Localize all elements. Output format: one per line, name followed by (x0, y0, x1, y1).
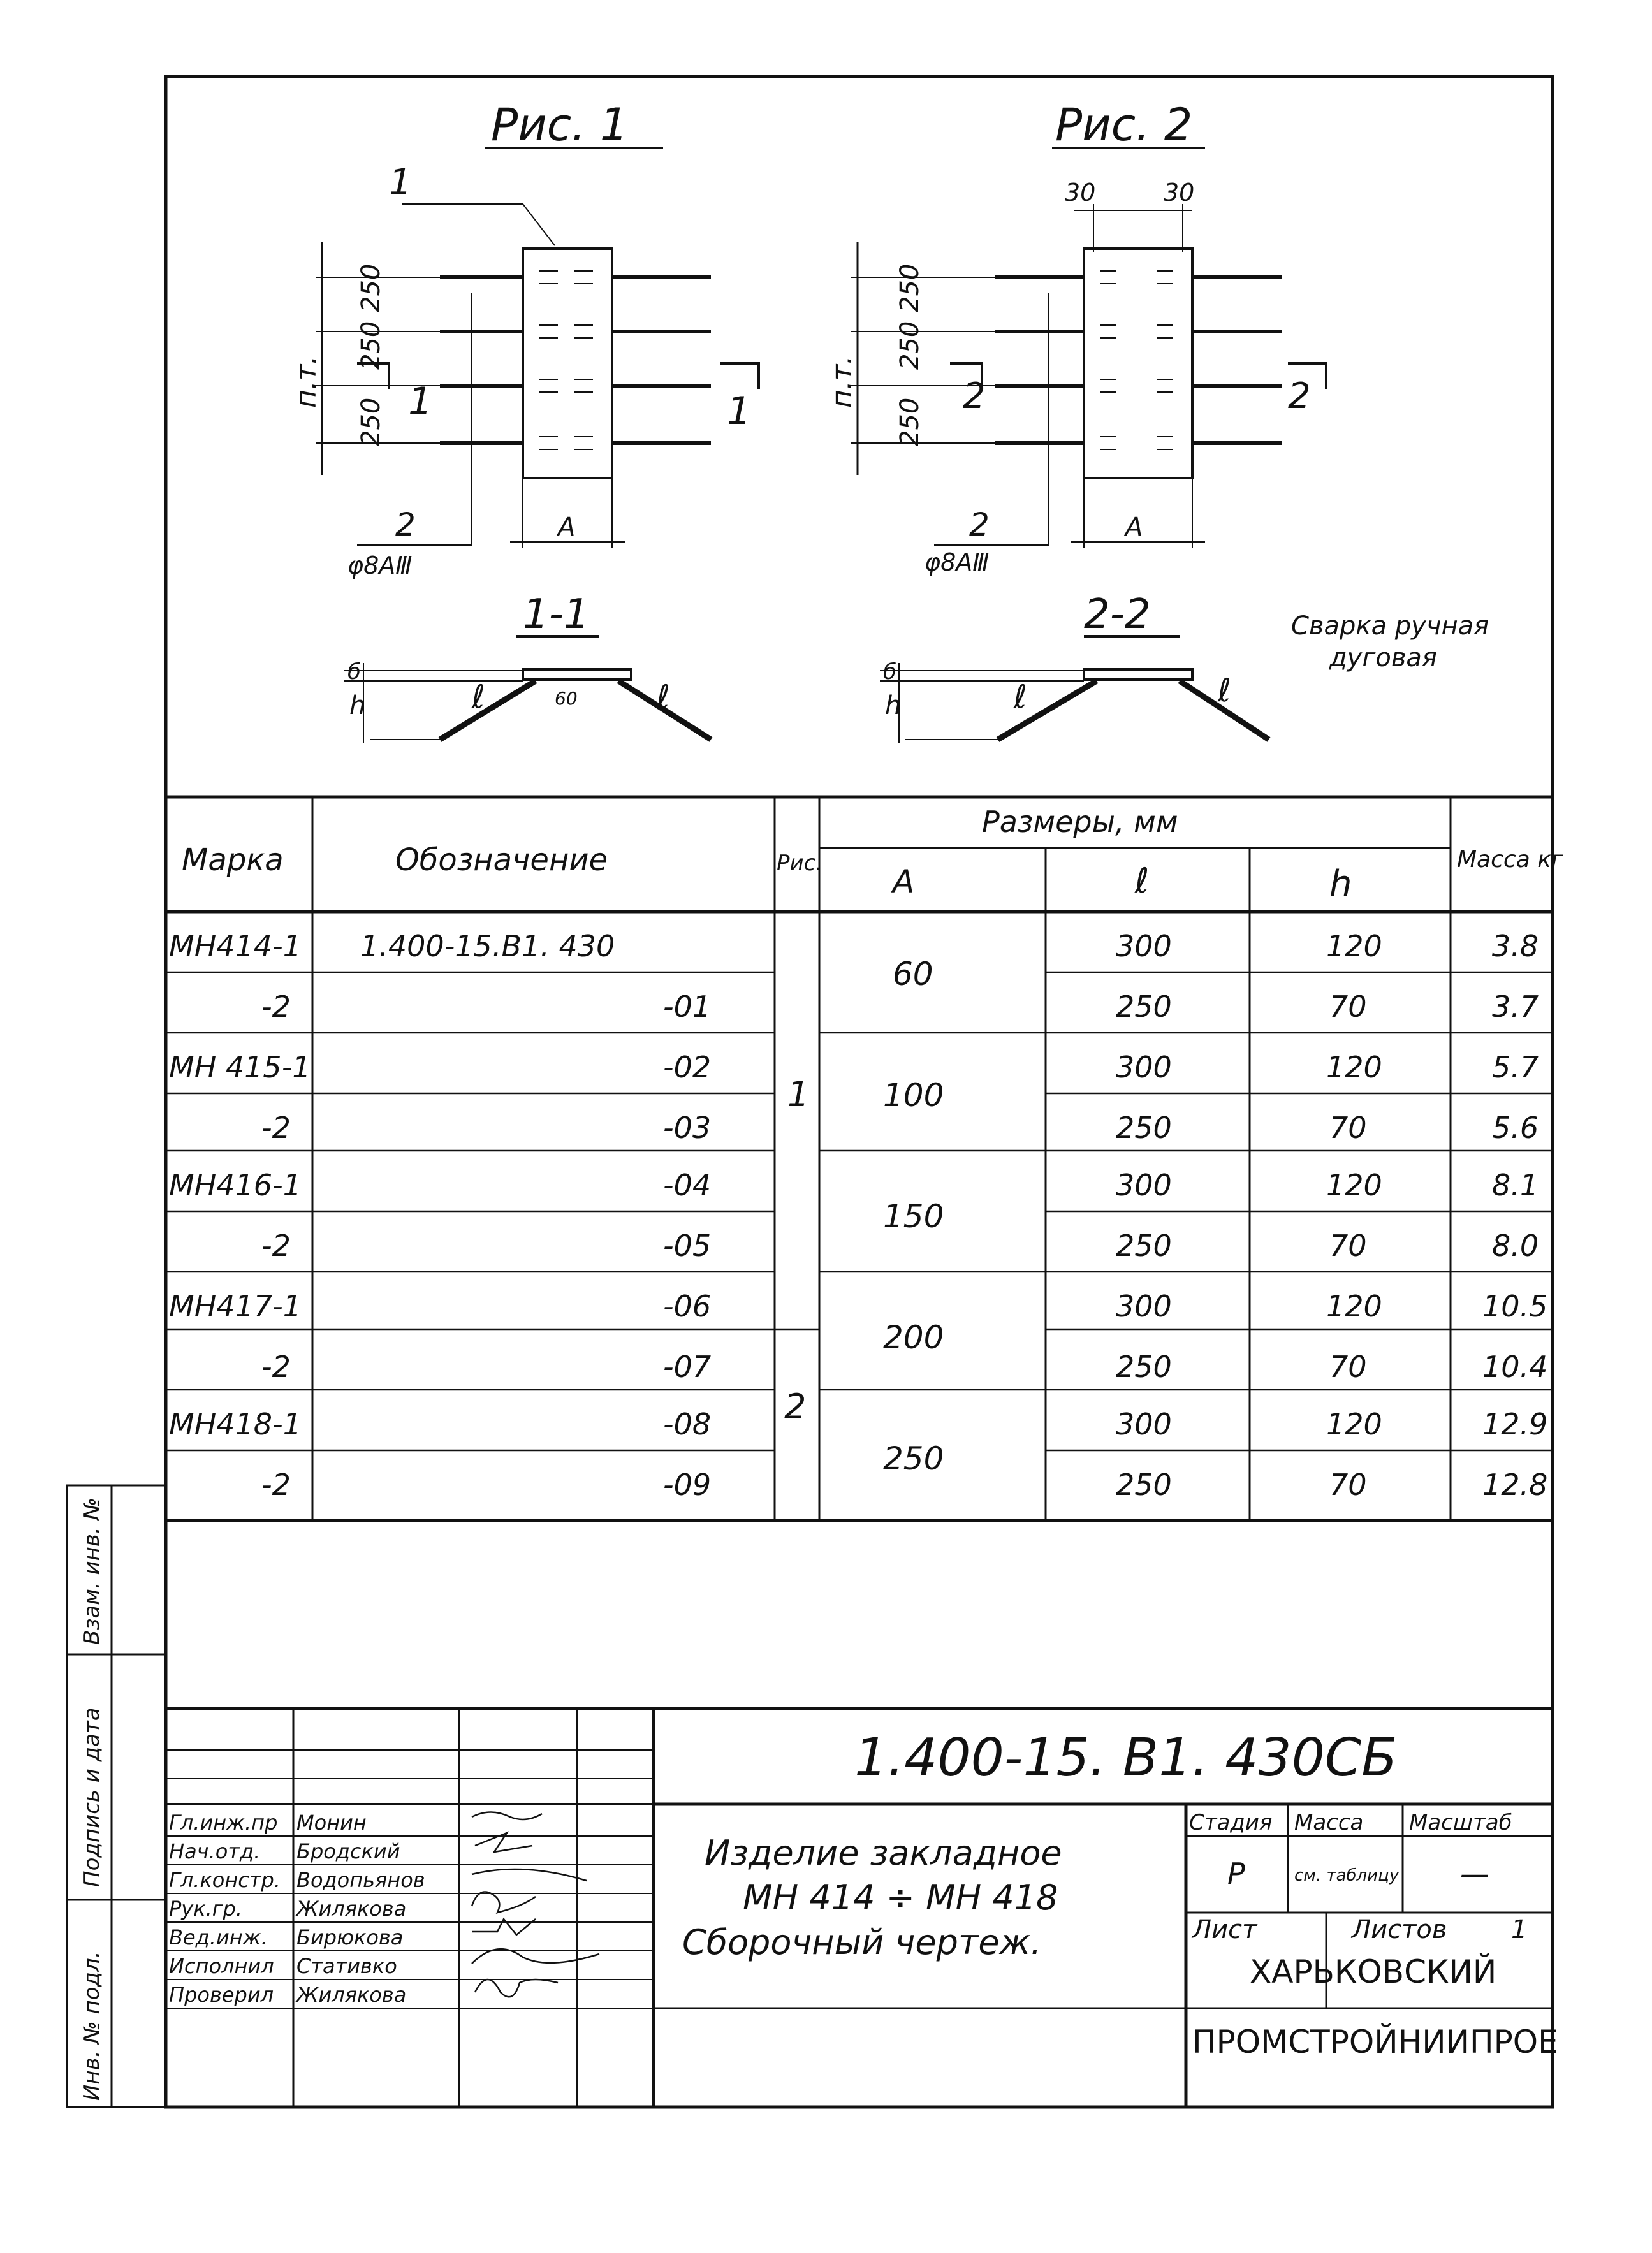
row9-l: 300 (1116, 1407, 1172, 1441)
fig1-dim-250-bot: 250 (356, 397, 386, 446)
row6-marka: -2 (261, 1229, 291, 1263)
sec1-l-left: ℓ (472, 678, 485, 715)
side-podp: Подпись и дата (79, 1707, 105, 1887)
sig-role-4: Рук.гр. (169, 1897, 243, 1921)
sig-role-2: Нач.отд. (169, 1839, 261, 1863)
row4-l: 250 (1116, 1111, 1172, 1145)
fig1-pm-label: п.т. (290, 355, 323, 408)
mass-label: Масса (1294, 1810, 1364, 1835)
row4-designation: -03 (663, 1111, 712, 1145)
sig-name-7: Жилякова (296, 1983, 407, 2007)
sec2-b: б (883, 659, 896, 685)
th-marka: Марка (182, 842, 284, 878)
fig1-dim-250-top: 250 (356, 263, 386, 312)
row3-marka: МН 415-1 (169, 1050, 311, 1084)
row10-h: 70 (1329, 1468, 1367, 1502)
section-1-1-title: 1-1 (523, 591, 590, 638)
drawing-code: 1.400-15. В1. 430СБ (854, 1728, 1398, 1788)
row5-h: 120 (1326, 1168, 1382, 1202)
row6-designation: -05 (663, 1229, 712, 1263)
fig-value-2: 2 (784, 1387, 807, 1427)
stage-label: Стадия (1189, 1810, 1273, 1835)
sig-name-5: Бирюкова (296, 1925, 404, 1950)
row3-designation: -02 (663, 1050, 712, 1084)
row3-h: 120 (1326, 1050, 1382, 1084)
row2-l: 250 (1116, 989, 1172, 1024)
scale-label: Масштаб (1409, 1810, 1512, 1835)
row7-l: 300 (1116, 1289, 1172, 1323)
row10-designation: -09 (663, 1468, 712, 1502)
scale-value: — (1460, 1856, 1489, 1891)
row10-l: 250 (1116, 1468, 1172, 1502)
fig2-dim-250-top: 250 (895, 263, 925, 312)
product-name-line1: Изделие закладное (705, 1833, 1062, 1873)
sig-name-2: Бродский (296, 1839, 400, 1863)
row8-marka: -2 (261, 1350, 291, 1384)
row1-h: 120 (1326, 929, 1382, 963)
fig2-dim-250-mid: 250 (895, 321, 925, 370)
fig2-dim-30-right: 30 (1164, 179, 1195, 207)
weld-note-line1: Сварка ручная (1291, 611, 1489, 641)
sec2-h: h (885, 691, 902, 720)
row4-marka: -2 (261, 1111, 291, 1145)
mass-value: см. таблицу (1294, 1866, 1400, 1885)
th-mass: Масса кг (1457, 847, 1563, 873)
sheets-label: Листов (1352, 1915, 1447, 1944)
th-fig: Рис. (777, 850, 823, 876)
stage-value: Р (1227, 1856, 1245, 1891)
row10-mass: 12.8 (1482, 1468, 1548, 1502)
sig-name-6: Стативко (296, 1954, 397, 1978)
row7-h: 120 (1326, 1289, 1382, 1323)
fig2-dim-A: А (1125, 513, 1143, 542)
th-l: ℓ (1135, 861, 1150, 901)
row5-marka: МН416-1 (169, 1168, 302, 1202)
sec2-l-right: ℓ (1218, 672, 1231, 709)
row9-h: 120 (1326, 1407, 1382, 1441)
row4-mass: 5.6 (1492, 1111, 1539, 1145)
row6-h: 70 (1329, 1229, 1367, 1263)
row5-designation: -04 (663, 1168, 712, 1202)
row7-marka: МН417-1 (169, 1289, 302, 1323)
product-name-line3: Сборочный чертеж. (682, 1922, 1042, 1962)
row1-designation: 1.400-15.В1. 430 (360, 929, 615, 963)
sheet-label: Лист (1192, 1915, 1257, 1944)
A-value-250: 250 (883, 1440, 944, 1477)
row7-mass: 10.5 (1482, 1289, 1548, 1323)
fig2-section-mark-left: 2 (963, 376, 986, 417)
row9-designation: -08 (663, 1407, 712, 1441)
sig-name-3: Водопьянов (296, 1868, 425, 1892)
A-value-60: 60 (893, 956, 933, 993)
row7-designation: -06 (663, 1289, 712, 1323)
fig2-bar-spec: φ8АⅢ (925, 548, 990, 576)
row2-marka: -2 (261, 989, 291, 1024)
fig-value-1: 1 (787, 1074, 810, 1114)
th-designation: Обозначение (395, 842, 608, 878)
sig-name-4: Жилякова (296, 1897, 407, 1921)
sec1-l-right: ℓ (657, 678, 670, 715)
row4-h: 70 (1329, 1111, 1367, 1145)
row1-marka: МН414-1 (169, 929, 302, 963)
fig2-section-mark-right: 2 (1288, 376, 1311, 417)
sec2-l-left: ℓ (1014, 678, 1027, 715)
row2-h: 70 (1329, 989, 1367, 1024)
row6-l: 250 (1116, 1229, 1172, 1263)
sheets-value: 1 (1511, 1915, 1528, 1944)
table-body (169, 929, 1547, 1502)
row6-mass: 8.0 (1492, 1229, 1539, 1263)
sec1-b: б (347, 659, 361, 685)
sig-role-5: Вед.инж. (169, 1925, 268, 1950)
fig1-section-mark-right: 1 (727, 389, 752, 434)
row3-mass: 5.7 (1492, 1050, 1539, 1084)
row5-mass: 8.1 (1492, 1168, 1539, 1202)
row8-h: 70 (1329, 1350, 1367, 1384)
th-h: h (1329, 863, 1352, 905)
row1-mass: 3.8 (1492, 929, 1539, 963)
th-A: А (893, 863, 915, 900)
drawing-frame (166, 77, 1553, 2107)
row9-mass: 12.9 (1482, 1407, 1548, 1441)
fig1-title: Рис. 1 (491, 99, 629, 151)
sig-role-7: Проверил (169, 1983, 274, 2007)
sig-role-1: Гл.инж.пр (169, 1811, 278, 1835)
fig1-bar-spec: φ8АⅢ (347, 551, 413, 580)
fig1-dim-250-mid: 250 (356, 321, 386, 370)
org-line2: ПРОМСТРОЙНИИПРОЕ (1192, 2023, 1558, 2060)
sec1-h: h (349, 691, 366, 720)
org-line1: ХАРЬКОВСКИЙ (1250, 1953, 1497, 1990)
fig2-title: Рис. 2 (1055, 99, 1193, 151)
row8-mass: 10.4 (1482, 1350, 1548, 1384)
row8-l: 250 (1116, 1350, 1172, 1384)
section-2-2-title: 2-2 (1084, 591, 1151, 638)
fig1-leader-label: 1 (389, 162, 412, 203)
fig1-bar-pos: 2 (395, 506, 416, 543)
row3-l: 300 (1116, 1050, 1172, 1084)
product-name-line2: МН 414 ÷ МН 418 (743, 1878, 1058, 1918)
fig2-dim-30-left: 30 (1065, 179, 1096, 207)
sig-role-3: Гл.констр. (169, 1868, 281, 1892)
sig-role-6: Исполнил (169, 1954, 274, 1978)
fig2-bar-pos: 2 (969, 506, 990, 543)
row5-l: 300 (1116, 1168, 1172, 1202)
A-value-200: 200 (883, 1319, 944, 1356)
fig1-dim-A: А (558, 513, 576, 542)
A-value-100: 100 (883, 1077, 944, 1114)
row9-marka: МН418-1 (169, 1407, 302, 1441)
A-value-150: 150 (883, 1198, 944, 1235)
fig2-pm-label: п.т. (826, 355, 858, 408)
signature-table (169, 1811, 425, 2007)
side-vzam: Взам. инв. № (79, 1498, 105, 1645)
row2-designation: -01 (663, 989, 712, 1024)
sig-name-1: Монин (296, 1811, 367, 1835)
th-dims-group: Размеры, мм (982, 805, 1178, 839)
signature-scribbles (472, 1812, 599, 1997)
side-inv: Инв. № подл. (79, 1951, 105, 2101)
row2-mass: 3.7 (1492, 989, 1539, 1024)
weld-note-line2: дуговая (1329, 643, 1437, 673)
sec1-60: 60 (555, 688, 578, 709)
fig1-section-mark-left: 1 (408, 379, 433, 424)
row10-marka: -2 (261, 1468, 291, 1502)
fig2-dim-250-bot: 250 (895, 397, 925, 446)
row8-designation: -07 (663, 1350, 712, 1384)
row1-l: 300 (1116, 929, 1172, 963)
